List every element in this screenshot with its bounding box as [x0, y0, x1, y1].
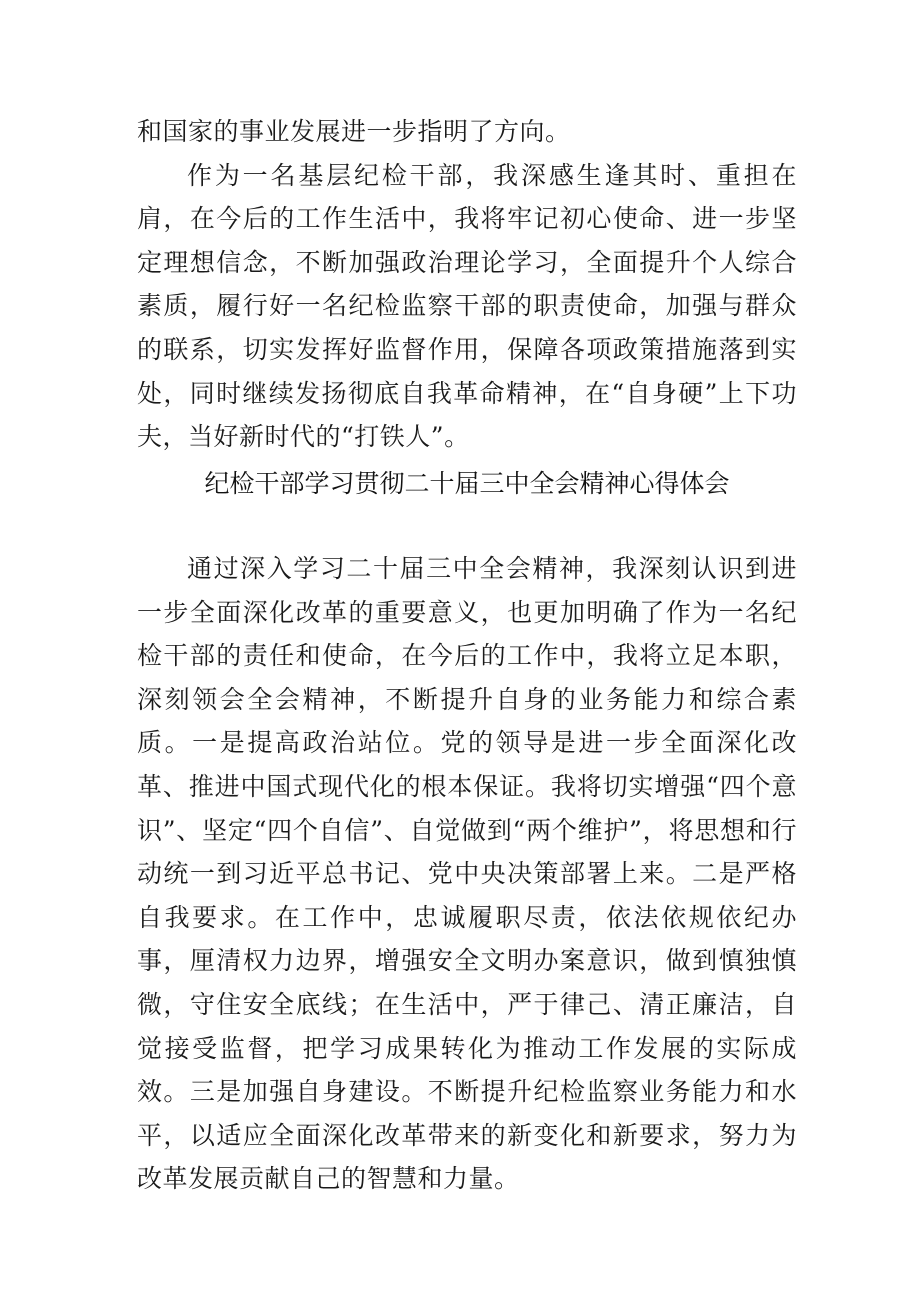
body-paragraph-1: 作为一名基层纪检干部，我深感生逢其时、重担在肩，在今后的工作生活中，我将牢记初心使命、进一步坚定理想信念，不断加强政治理论学习，全面提升个人综合素质，履行好一名纪检监察干部的职责使命，加强与群众的联系，切实发挥好监督作用，保障各项政策措施落到实处，同时继续发扬彻底自我革命精神，在“自身硬”上下功夫，当好新时代的“打铁人”。	[137, 160, 797, 452]
bottom-text-block	[137, 547, 797, 1201]
body-paragraph-2: 通过深入学习二十届三中全会精神，我深刻认识到进一步全面深化改革的重要意义，也更加明确了作为一名纪检干部的责任和使命，在今后的工作中，我将立足本职，深刻领会全会精神，不断提升自身的业务能力和综合素质。一是提高政治站位。党的领导是进一步全面深化改革、推进中国式现代化的根本保证。我将切实增强“四个意识”、坚定“四个自信”、自觉做到“两个维护”，将思想和行动统一到习近平总书记、党中央决策部署上来。二是严格自我要求。在工作中，忠诚履职尽责，依法依规依纪办事，厘清权力边界，增强安全文明办案意识，做到慎独慎微，守住安全底线；在生活中，严于律己、清正廉洁，自觉接受监督，把学习成果转化为推动工作发展的实际成效。三是加强自身建设。不断提升纪检监察业务能力和水平，以适应全面深化改革带来的新变化和新要求，努力为改革发展贡献自己的智慧和力量。	[137, 554, 797, 1194]
section-title: 纪检干部学习贯彻二十届三中全会精神心得体会	[204, 469, 730, 498]
continuation-paragraph: 和国家的事业发展进一步指明了方向。	[137, 117, 571, 146]
top-text-block	[137, 110, 797, 459]
